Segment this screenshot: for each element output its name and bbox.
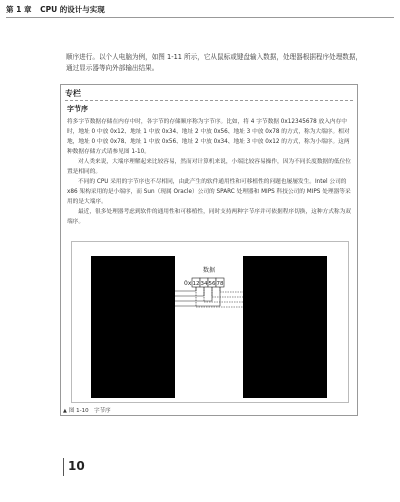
byte-order-diagram bbox=[72, 242, 348, 402]
column-body bbox=[67, 117, 353, 227]
page-number-bar bbox=[63, 458, 64, 476]
big-endian-connectors bbox=[175, 287, 220, 306]
data-label: 数据 bbox=[202, 267, 216, 274]
little-endian-connectors bbox=[196, 287, 243, 307]
column-subheading: 字节序 bbox=[67, 105, 88, 113]
caption-text: 图 1-10 字节序 bbox=[68, 408, 111, 414]
column-paragraph: 对人类来说，大端序理解起来比较容易，然而对计算机来说，小端比较容易操作，因为不同长度数据的低位位置是相同的。 bbox=[67, 159, 351, 175]
figure-caption bbox=[63, 406, 111, 414]
caption-marker-icon: ▲ bbox=[63, 408, 67, 414]
page-number: 10 bbox=[68, 459, 85, 473]
little-endian-memory-block bbox=[243, 256, 327, 398]
byte-value: 12 bbox=[192, 281, 200, 287]
byte-value: 78 bbox=[216, 281, 224, 287]
header-rule bbox=[6, 17, 394, 18]
column-divider bbox=[65, 100, 353, 101]
big-endian-memory-block bbox=[91, 256, 175, 398]
column-title: 专栏 bbox=[65, 89, 81, 98]
intro-paragraph: 顺序进行。以个人电脑为例，如图 1-11 所示，它从鼠标或键盘输入数据，处理器根据程序处理数据，通过显示器等向外部输出结果。 bbox=[66, 53, 363, 72]
column-paragraph: 将多字节数据存储在内存中时，各字节的存储顺序称为字节序。比如，将 4 字节数据 0x12345678 放入内存中时，地址 0 中放 0x12、地址 1 中放 0x34、地址 2 中放 0x56、地址 3 中放 0x78 的方式，称为大端序。相对地，地址 0 中放 0x78、地址 1 中放 0x56、地址 2 中放 0x34、地址 3 中放 0x12 的方式，称为小端序。这两种数据存储方式请参见图 1-10。 bbox=[67, 119, 350, 155]
running-header bbox=[6, 4, 105, 15]
hex-prefix: 0x bbox=[184, 280, 192, 287]
sidebar-column bbox=[60, 84, 358, 416]
byte-value: 34 bbox=[200, 281, 208, 287]
byte-value: 56 bbox=[208, 281, 216, 287]
column-paragraph: 不同的 CPU 采用的字节序也不尽相同，由此产生的软件通用性和可移植性的问题也屡屡发生。Intel 公司的 x86 架构采用的是小端序，而 Sun（现属 Oracle）公司的 SPARC 处理器和 MIPS 科技公司的 MIPS 处理器等采用的是大端序。 bbox=[67, 179, 351, 205]
column-paragraph: 最近，很多处理器考虑到软件的通用性和可移植性，同时支持两种字节序并可依据程序切换，这种方式称为双端序。 bbox=[67, 209, 351, 225]
chapter-title: CPU 的设计与实现 bbox=[40, 5, 105, 14]
byte-order-figure bbox=[71, 241, 349, 403]
chapter-number: 第 1 章 bbox=[6, 5, 32, 14]
